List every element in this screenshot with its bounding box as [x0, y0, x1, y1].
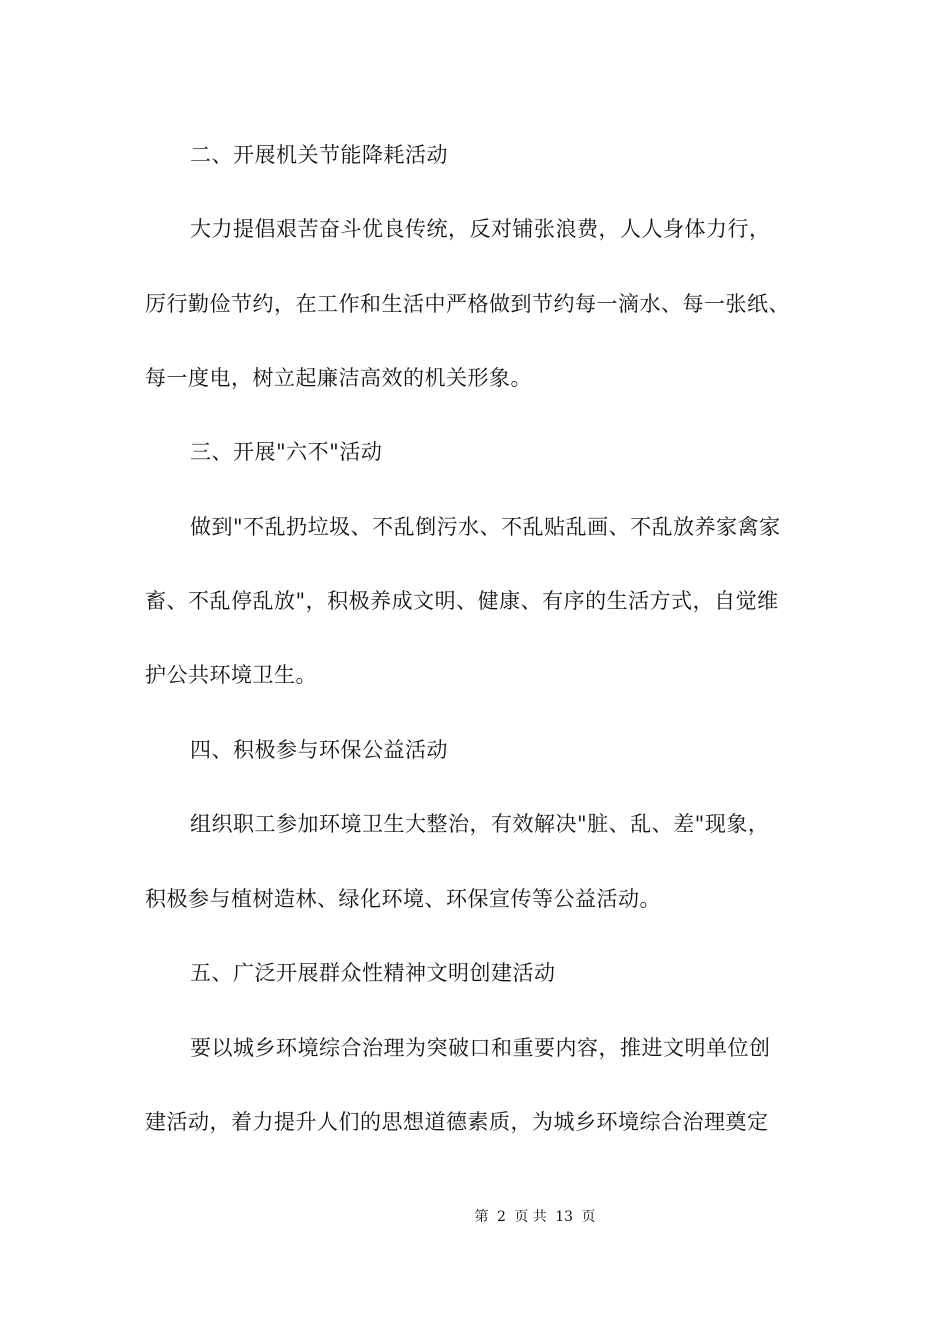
section-heading-2: 二、开展机关节能降耗活动 — [190, 143, 448, 167]
paragraph-line: 做到"不乱扔垃圾、不乱倒污水、不乱贴乱画、不乱放养家禽家 — [190, 515, 781, 539]
paragraph-line: 建活动，着力提升人们的思想道德素质，为城乡环境综合治理奠定 — [145, 1110, 769, 1134]
footer-suffix: 页 — [581, 1209, 596, 1225]
paragraph-line: 厉行勤俭节约，在工作和生活中严格做到节约每一滴水、每一张纸、 — [145, 292, 790, 316]
section-heading-5: 五、广泛开展群众性精神文明创建活动 — [190, 961, 556, 985]
footer-prefix: 第 — [474, 1209, 489, 1225]
paragraph-line: 要以城乡环境综合治理为突破口和重要内容，推进文明单位创 — [190, 1036, 771, 1060]
paragraph-line: 组织职工参加环境卫生大整治，有效解决"脏、乱、差"现象， — [190, 812, 770, 836]
paragraph-line: 每一度电，树立起廉洁高效的机关形象。 — [145, 366, 532, 390]
page-footer — [0, 1208, 950, 1226]
paragraph-line: 大力提倡艰苦奋斗优良传统，反对铺张浪费，人人身体力行， — [190, 217, 771, 241]
paragraph-line: 积极参与植树造林、绿化环境、环保宣传等公益活动。 — [145, 887, 661, 911]
footer-page-number: 2 — [496, 1209, 506, 1225]
footer-total-pages: 13 — [555, 1209, 574, 1225]
section-heading-3: 三、开展"六不"活动 — [190, 440, 383, 464]
paragraph-line: 畜、不乱停乱放"，积极养成文明、健康、有序的生活方式，自觉维 — [145, 589, 779, 613]
footer-middle: 页 共 — [514, 1209, 547, 1225]
section-heading-4: 四、积极参与环保公益活动 — [190, 738, 448, 762]
paragraph-line: 护公共环境卫生。 — [145, 663, 317, 687]
